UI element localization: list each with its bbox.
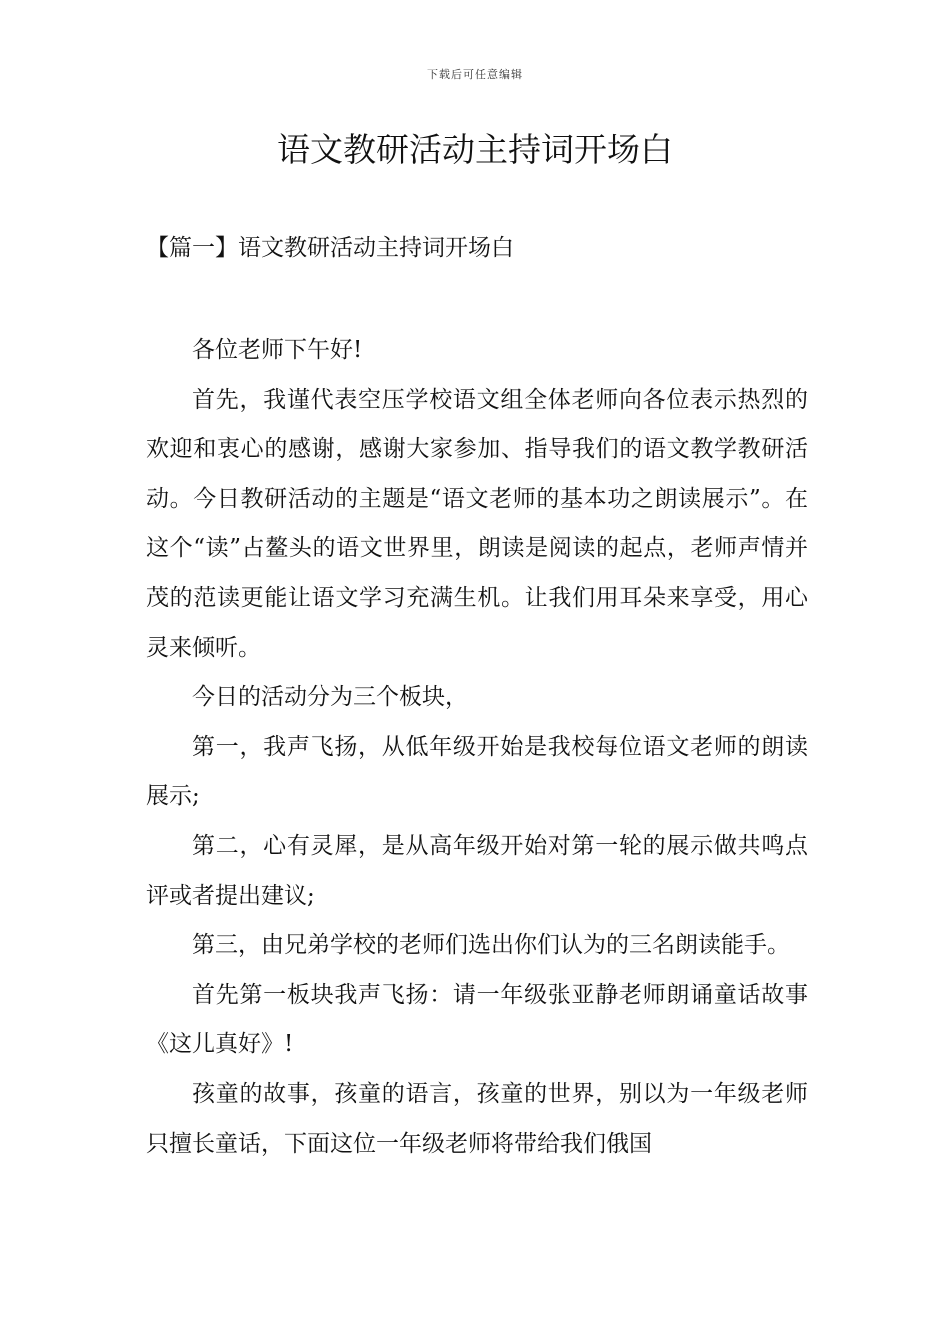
paragraph-welcome: 首先，我谨代表空压学校语文组全体老师向各位表示热烈的欢迎和衷心的感谢，感谢大家参加、指导我们的语文教学教研活动。今日教研活动的主题是“语文老师的基本功之朗读展示”。在这个“读”占鳌头的语文世界里，朗读是阅读的起点，老师声情并茂的范读更能让语文学习充满生机。让我们用耳朵来享受，用心灵来倾听。 bbox=[146, 386, 808, 661]
paragraph-agenda-intro: 今日的活动分为三个板块， bbox=[192, 684, 468, 711]
paragraph-part-three: 第三，由兄弟学校的老师们选出你们认为的三名朗读能手。 bbox=[192, 932, 790, 959]
header-note: 下载后可任意编辑 bbox=[427, 68, 523, 81]
paragraph-part-one: 第一，我声飞扬，从低年级开始是我校每位语文老师的朗读展示; bbox=[146, 733, 808, 810]
paragraph-first-performance: 首先第一板块我声飞扬：请一年级张亚静老师朗诵童话故事《这儿真好》! bbox=[146, 981, 808, 1058]
document-body bbox=[146, 326, 808, 1169]
document-title: 语文教研活动主持词开场白 bbox=[277, 130, 673, 169]
paragraph-transition: 孩童的故事，孩童的语言，孩童的世界，别以为一年级老师只擅长童话，下面这位一年级老师将带给我们俄国 bbox=[146, 1080, 808, 1157]
section-heading: 【篇一】语文教研活动主持词开场白 bbox=[146, 235, 514, 261]
paragraph-greeting: 各位老师下午好! bbox=[192, 337, 363, 363]
paragraph-part-two: 第二，心有灵犀，是从高年级开始对第一轮的展示做共鸣点评或者提出建议; bbox=[146, 832, 808, 909]
